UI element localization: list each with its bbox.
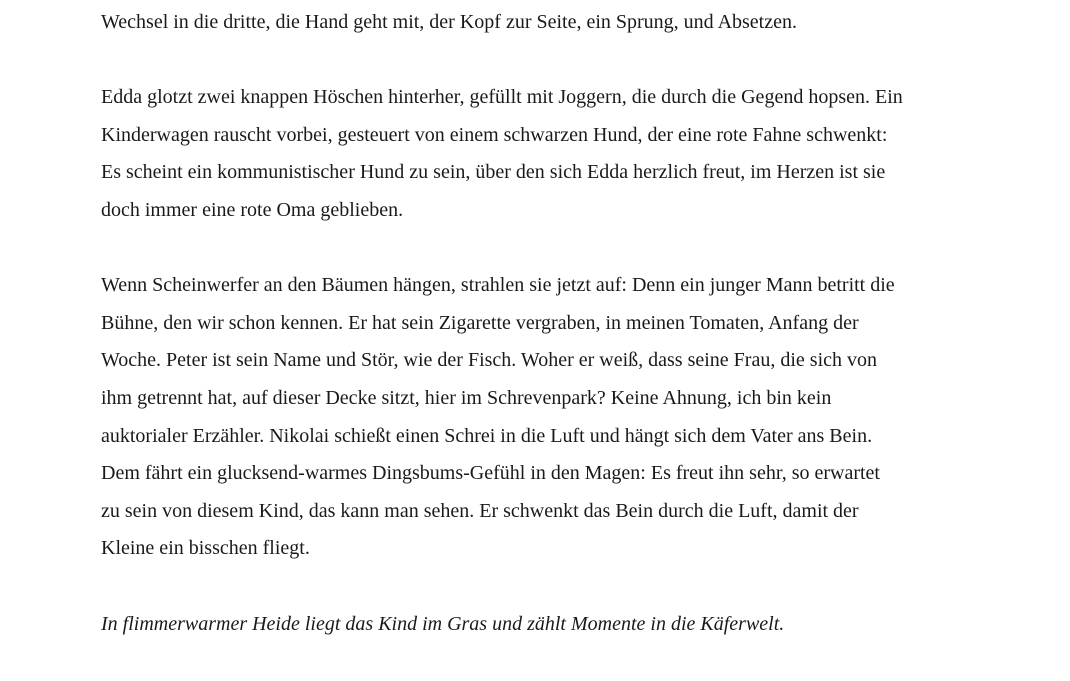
paragraph-1 <box>101 4 981 42</box>
text-line: Bühne, den wir schon kennen. Er hat sein Zigarette vergraben, in meinen Tomaten, Anfang der <box>101 311 859 334</box>
text-line: Kleine ein bisschen fliegt. <box>101 537 310 560</box>
text-line: Wenn Scheinwerfer an den Bäumen hängen, strahlen sie jetzt auf: Denn ein junger Mann betritt die <box>101 274 895 297</box>
paragraph-4-italic <box>101 606 981 644</box>
text-line: Edda glotzt zwei knappen Höschen hinterher, gefüllt mit Joggern, die durch die Gegend hopsen. Ein <box>101 86 903 109</box>
text-line: Wechsel in die dritte, die Hand geht mit, der Kopf zur Seite, ein Sprung, und Absetzen. <box>101 11 797 33</box>
paragraph-3 <box>101 267 981 568</box>
text-line: In flimmerwarmer Heide liegt das Kind im Gras und zählt Momente in die Käferwelt. <box>101 612 785 635</box>
text-line: Woche. Peter ist sein Name und Stör, wie der Fisch. Woher er weiß, dass seine Frau, die sich von <box>101 349 877 372</box>
text-line: Es scheint ein kommunistischer Hund zu sein, über den sich Edda herzlich freut, im Herzen ist sie <box>101 161 886 184</box>
text-line: ihm getrennt hat, auf dieser Decke sitzt, hier im Schrevenpark? Keine Ahnung, ich bin kein <box>101 386 832 409</box>
paragraph-2 <box>101 79 981 229</box>
text-line: Kinderwagen rauscht vorbei, gesteuert von einem schwarzen Hund, der eine rote Fahne schwenkt: <box>101 123 888 146</box>
text-line: auktorialer Erzähler. Nikolai schießt einen Schrei in die Luft und hängt sich dem Vater ans Bein. <box>101 424 873 447</box>
text-line: Dem fährt ein glucksend-warmes Dingsbums-Gefühl in den Magen: Es freut ihn sehr, so erwartet <box>101 462 880 485</box>
text-line: zu sein von diesem Kind, das kann man sehen. Er schwenkt das Bein durch die Luft, damit der <box>101 499 859 522</box>
text-line: doch immer eine rote Oma geblieben. <box>101 198 404 221</box>
document-page <box>101 4 981 681</box>
